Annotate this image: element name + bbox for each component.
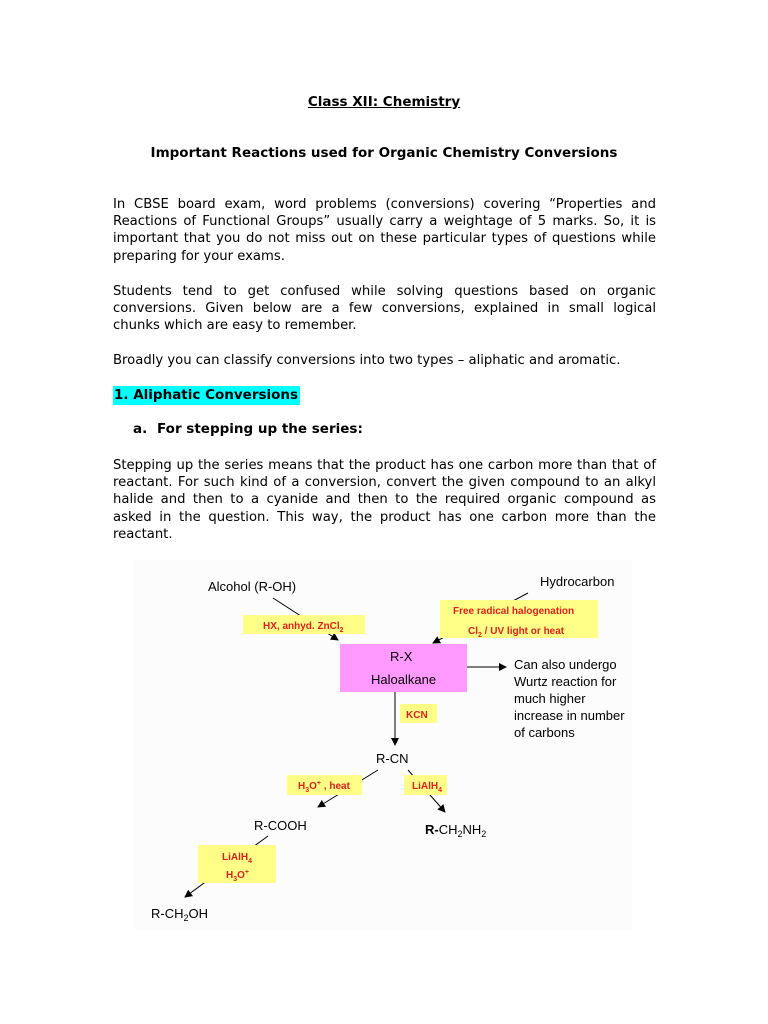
kcn-label: KCN xyxy=(406,710,428,721)
cl2-uv-label: $Cl_2$ / UV light or heat xyxy=(468,626,565,639)
confusion-paragraph: Students tend to get confused while solving questions based on organic conversions. Given below are a few conversions, explained in small logical chunks which are easy to remember. xyxy=(113,284,656,334)
wurtz-note xyxy=(514,657,625,740)
lialh4-b-label: LiAlH$_4$ xyxy=(222,852,253,865)
course-title: Class XII: Chemistry xyxy=(307,94,461,110)
rcooh-label: R-COOH xyxy=(254,818,307,833)
wurtz-line-1: Can also undergo xyxy=(514,657,617,672)
section-heading-aliphatic: 1. Aliphatic Conversions xyxy=(114,387,299,403)
document-title: Important Reactions used for Organic Chemistry Conversions xyxy=(150,145,618,161)
rch2nh2-label: $R-CH_2NH_2$ xyxy=(425,822,487,839)
alcohol-label: Alcohol (R-OH) xyxy=(208,579,297,594)
conversion-diagram xyxy=(133,560,632,930)
subsection-title: For stepping up the series: xyxy=(157,421,363,437)
free-radical-label: Free radical halogenation xyxy=(453,606,575,617)
stepping-up-paragraph: Stepping up the series means that the product has one carbon more than that of reactant. For such kind of a conversion, convert the given compound to an alkyl halide and then to a cyanide and then to the required organic compound as asked in the question. This way, the product has one carbon more than the reactant. xyxy=(113,458,656,542)
lialh4-label: LiAlH$_4$ xyxy=(412,781,443,794)
wurtz-line-2: Wurtz reaction for xyxy=(514,674,617,689)
haloalkane-label: Haloalkane xyxy=(371,672,437,687)
subsection-letter: a. xyxy=(133,421,148,437)
h3o-heat-label: $H_3O^+$ , heat xyxy=(298,780,350,794)
wurtz-line-3: much higher xyxy=(514,691,586,706)
subsection-heading xyxy=(133,421,363,437)
intro-paragraph: In CBSE board exam, word problems (conversions) covering “Properties and Reactions of Functional Groups” usually carry a weightage of 5 marks. So, it is important that you do not miss out on these particular types of questions while preparing for your exams. xyxy=(113,197,656,264)
rch2oh-label: $R-CH_2OH$ xyxy=(151,906,209,923)
rx-label: R-X xyxy=(390,649,413,664)
rcn-label: R-CN xyxy=(376,751,409,766)
wurtz-line-4: increase in number xyxy=(514,708,625,723)
wurtz-line-5: of carbons xyxy=(514,725,575,740)
hydrocarbon-label: Hydrocarbon xyxy=(540,574,615,589)
hx-reagent-label: HX, anhyd. ZnCl$_2$ xyxy=(263,621,344,634)
classify-paragraph: Broadly you can classify conversions into two types – aliphatic and aromatic. xyxy=(113,353,621,368)
h3o-b-label: $H_3O^+$ xyxy=(226,869,250,883)
conversion-flowchart xyxy=(133,560,632,930)
